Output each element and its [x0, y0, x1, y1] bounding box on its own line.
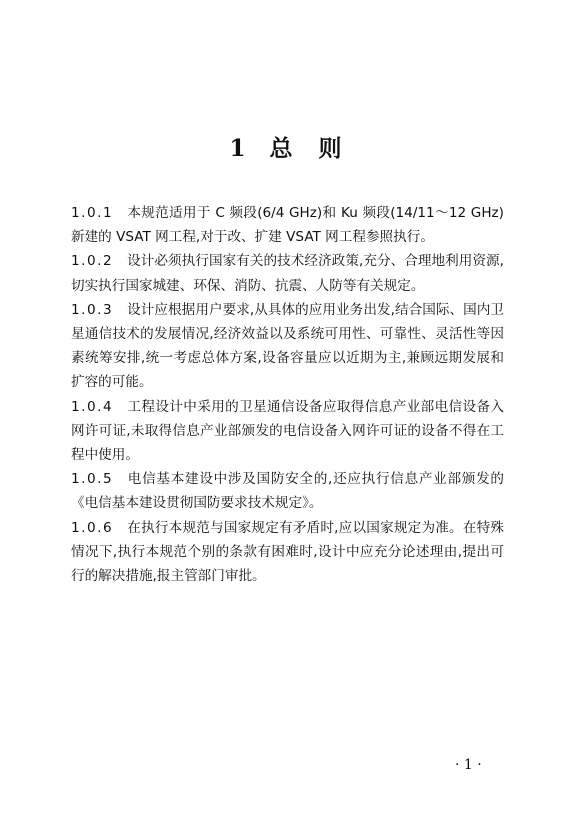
clause-text: 工程设计中采用的卫星通信设备应取得信息产业部电信设备入网许可证,未取得信息产业部颁发的电信设备入网许可证的设备不得在工程中使用。	[71, 398, 504, 464]
clause-1-0-3	[71, 298, 504, 395]
clause-1-0-1	[71, 201, 504, 249]
clause-number: 1.0.3	[71, 301, 114, 318]
clause-text: 设计应根据用户要求,从具体的应用业务出发,结合国际、国内卫星通信技术的发展情况,经济效益以及系统可用性、可靠性、灵活性等因素统筹安排,统一考虑总体方案,设备容量应以近期为主,兼顾远期发展和扩容的可能。	[71, 301, 504, 391]
clause-text: 设计必须执行国家有关的技术经济政策,充分、合理地利用资源,切实执行国家城建、环保、消防、抗震、人防等有关规定。	[71, 253, 504, 294]
clause-number: 1.0.5	[71, 471, 114, 488]
page-number: · 1 ·	[455, 757, 482, 773]
clause-1-0-6	[71, 516, 504, 589]
clause-text: 在执行本规范与国家规定有矛盾时,应以国家规定为准。在特殊情况下,执行本规范个别的条款有困难时,设计中应充分论述理由,提出可行的解决措施,报主管部门审批。	[71, 519, 504, 585]
clause-1-0-4	[71, 395, 504, 468]
clause-number: 1.0.6	[71, 519, 114, 536]
chapter-title	[0, 130, 571, 163]
clause-1-0-5	[71, 467, 504, 515]
chapter-number: 1	[229, 135, 248, 162]
clause-1-0-2	[71, 249, 504, 297]
chapter-title-text: 总则	[269, 135, 368, 162]
clause-number: 1.0.1	[71, 205, 114, 221]
clause-text: 电信基本建设中涉及国防安全的,还应执行信息产业部颁发的《电信基本建设贯彻国防要求技术规定》。	[71, 471, 504, 512]
clause-list	[71, 201, 504, 588]
clause-number: 1.0.4	[71, 398, 114, 415]
clause-text: 本规范适用于 C 频段(6/4 GHz)和 Ku 频段(14/11～12 GHz)新建的 VSAT 网工程,对于改、扩建 VSAT 网工程参照执行。	[71, 205, 504, 246]
clause-number: 1.0.2	[71, 253, 114, 270]
